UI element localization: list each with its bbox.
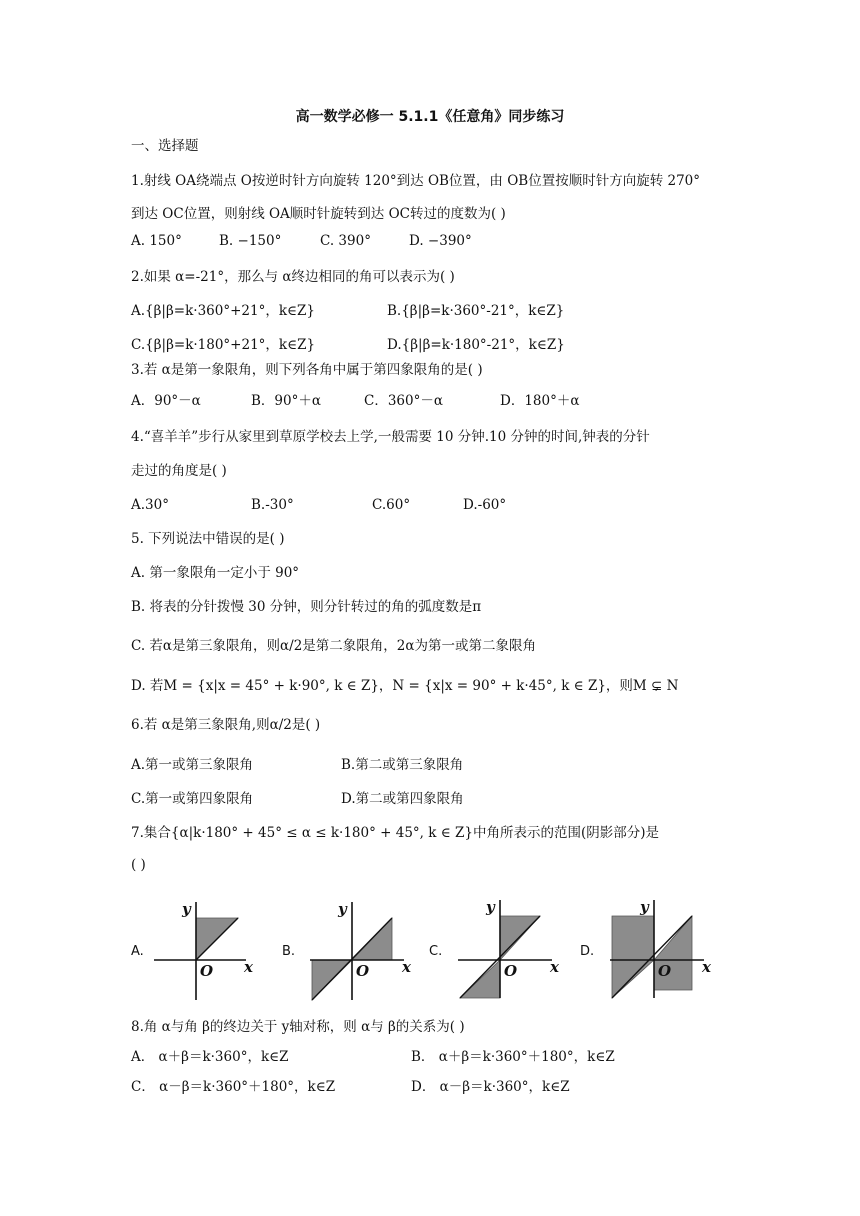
q4-stem-line2: 走过的角度是( ) — [131, 463, 227, 479]
q1-stem-line1: 1.射线 OA绕端点 O按逆时针方向旋转 120°到达 OB位置，由 OB位置按顺时针方向旋转 270° — [131, 173, 701, 189]
q7-stem-line2: ( ) — [131, 857, 146, 873]
figure-c-y-label: y — [486, 898, 495, 916]
q5-option-c: C. 若α是第三象限角，则α/2是第二象限角，2α为第一或第二象限角 — [131, 638, 537, 654]
figure-d-y-label: y — [640, 898, 649, 916]
q3-stem: 3.若 α是第一象限角，则下列各角中属于第四象限角的是( ) — [131, 362, 483, 378]
q4-stem-line1: 4.“喜羊羊”步行从家里到草原学校去上学,一般需要 10 分钟.10 分钟的时间,钟表的分针 — [131, 429, 650, 445]
figure-d-x-label: x — [702, 958, 711, 976]
q6-option-b: B.第二或第三象限角 — [341, 757, 464, 773]
figure-b-y-label: y — [338, 900, 347, 918]
q8-option-d: D． α－β＝k·360°，k∈Z — [411, 1079, 570, 1095]
q6-option-d: D.第二或第四象限角 — [341, 791, 464, 807]
q7-figure-b — [306, 896, 416, 1010]
q2-option-d: D.{β|β=k·180°-21°，k∈Z} — [387, 337, 565, 353]
figure-b-x-label: x — [402, 958, 411, 976]
figure-a-x-label: x — [244, 958, 253, 976]
q8-option-a: A． α＋β＝k·360°，k∈Z — [131, 1049, 289, 1065]
q8-option-b: B． α＋β＝k·360°＋180°，k∈Z — [411, 1049, 615, 1065]
q2-stem: 2.如果 α=-21°，那么与 α终边相同的角可以表示为( ) — [131, 269, 455, 285]
q8-stem: 8.角 α与角 β的终边关于 y轴对称，则 α与 β的关系为( ) — [131, 1019, 465, 1035]
q3-option-c: C．360°－α — [364, 393, 443, 409]
figure-d-origin-label: O — [658, 962, 672, 980]
page-title: 高一数学必修一 5.1.1《任意角》同步练习 — [295, 109, 565, 125]
q7-figure-b-label: B. — [282, 944, 296, 959]
q7-figure-a-label: A. — [131, 944, 144, 959]
q7-figure-d-label: D. — [580, 944, 595, 959]
q1-option-b: B. −150° — [219, 233, 282, 249]
q5-option-b: B. 将表的分针拨慢 30 分钟，则分针转过的角的弧度数是π — [131, 599, 482, 615]
figure-b-origin-label: O — [356, 962, 370, 980]
q6-option-c: C.第一或第四象限角 — [131, 791, 254, 807]
q5-stem: 5. 下列说法中错误的是( ) — [131, 531, 285, 547]
q1-option-d: D. −390° — [409, 233, 472, 249]
figure-a-origin-label: O — [200, 962, 214, 980]
q6-option-a: A.第一或第三象限角 — [131, 757, 254, 773]
figure-a-y-label: y — [182, 900, 191, 918]
figure-c-x-label: x — [550, 958, 559, 976]
q5-option-a: A. 第一象限角一定小于 90° — [131, 565, 300, 581]
q4-option-a: A.30° — [131, 497, 169, 513]
q6-stem: 6.若 α是第三象限角,则α/2是( ) — [131, 717, 321, 733]
q7-figure-c-label: C. — [429, 944, 443, 959]
q2-option-c: C.{β|β=k·180°+21°，k∈Z} — [131, 337, 316, 353]
q3-option-d: D．180°＋α — [500, 393, 580, 409]
q5-option-d: D. 若M = {x|x = 45° + k·90°, k ∈ Z}，N = {x|x = 90° + k·45°, k ∈ Z}，则M ⊊ N — [131, 678, 679, 694]
q7-figure-c — [454, 894, 564, 1008]
figure-d-shaded-region-left — [612, 916, 654, 998]
section-heading: 一、选择题 — [131, 138, 199, 154]
q1-stem-line2: 到达 OC位置，则射线 OA顺时针旋转到达 OC转过的度数为( ) — [131, 206, 506, 222]
q4-option-b: B.-30° — [251, 497, 294, 513]
q3-option-a: A．90°－α — [131, 393, 201, 409]
q1-option-a: A. 150° — [131, 233, 182, 249]
figure-c-origin-label: O — [504, 962, 518, 980]
q4-option-c: C.60° — [372, 497, 411, 513]
q7-stem-line1: 7.集合{α|k·180° + 45° ≤ α ≤ k·180° + 45°, k ∈ Z}中角所表示的范围(阴影部分)是 — [131, 825, 660, 841]
q1-option-c: C. 390° — [320, 233, 371, 249]
q2-option-a: A.{β|β=k·360°+21°，k∈Z} — [131, 303, 315, 319]
q7-figure-d — [608, 894, 718, 1008]
q8-option-c: C． α－β＝k·360°＋180°，k∈Z — [131, 1079, 336, 1095]
q3-option-b: B．90°＋α — [251, 393, 321, 409]
q7-figure-a — [150, 896, 260, 1010]
q2-option-b: B.{β|β=k·360°-21°，k∈Z} — [387, 303, 565, 319]
q4-option-d: D.-60° — [463, 497, 507, 513]
